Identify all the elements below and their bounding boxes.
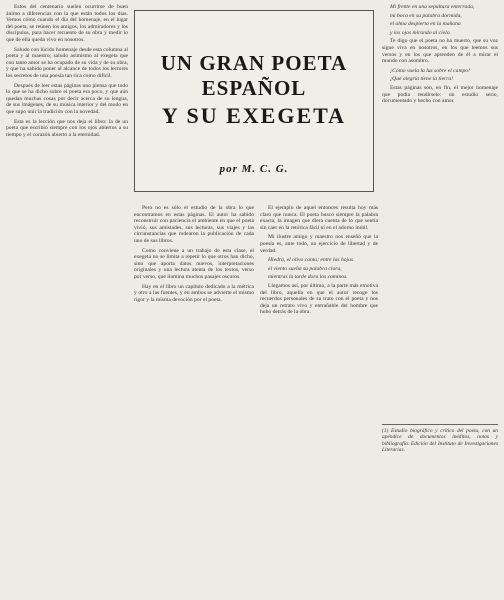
verse-line: mi boca en su palabra dormida, — [390, 12, 462, 19]
paragraph: Estos del centenario suelen ocurrirse de buen ánimo a diferencias con la que están todos los días. Vemos cómo cuando el día del homenaje, en el lugar del poeta, se reúnen los amigos, los admiradores y los discípulos, para hacer recuento de su obra y medir lo que de ella queda vivo en nosotros. — [6, 4, 128, 43]
article-column-3 — [260, 205, 378, 596]
verse-line: el alma despierta en la mañana — [390, 21, 461, 28]
headline-line-1: UN GRAN POETA ESPAÑOL — [160, 51, 348, 100]
paragraph: Como conviene a un trabajo de esta clase, el exegeta no se limita a repetir lo que otros han dicho, sino que aporta datos nuevos, interpretaciones originales y una lectura atenta de los textos, verso por verso, que ilumina muchos pasajes oscuros. — [134, 247, 254, 280]
headline-box — [134, 10, 374, 192]
headline-line-2: Y SU EXEGETA — [161, 103, 347, 128]
verse-line: Hiedra, el olivo canta; entre las hojas — [268, 257, 354, 264]
paragraph: Te digo que el poeta no ha muerto, que su voz sigue viva en nosotros, en los que leemos sus versos y en los que aprenden de él a mirar el mundo con asombro. — [382, 38, 498, 65]
paragraph: El ejemplo de aquel entonces resulta hoy más claro que nunca. El poeta buscó siempre la palabra exacta, la imagen que diera cuenta de lo que sentía sin caer en la retórica fácil ni en el adorno inútil. — [260, 205, 378, 231]
paragraph: Saludo con lúcido homenaje desde esta columna al poeta y al maestro; saludo asimismo al exegeta que con tanto amor se ha ocupado de su vida y de su obra, y que ha sabido poner al alcance de todos los lectores los secretos de una poesía tan rica como difícil. — [6, 46, 128, 79]
footnote: (1) Estudio biográfico y crítico del poeta, con un apéndice de documentos inéditos, notas y bibliografía. Edición del Instituto de Investigaciones Literarias. — [382, 428, 498, 454]
paragraph: Llegamos así, por último, a la parte más emotiva del libro, aquella en que el autor recoge los recuerdos personales de su trato con el poeta y nos deja un retrato vivo y entrañable del hombre que hubo detrás de la obra. — [260, 282, 378, 316]
paragraph: Esta es la lección que nos deja el libro: la de un poeta que escribió siempre con los ojos abiertos a su tiempo y el corazón abierto a la eternidad. — [6, 118, 128, 138]
article-column-1 — [6, 4, 128, 596]
paragraph: Estas páginas son, en fin, el mejor homenaje que podía rendírsele: un estudio serio, documentado y hecho con amor. — [382, 84, 498, 105]
verse-line: el viento sueña su palabra clara, — [268, 265, 342, 272]
paragraph: Pero no es sólo el estudio de la obra lo que encontramos en estas páginas. El autor ha sabido reconstruir con paciencia el ambiente en que el poeta vivió, sus amistades, sus lecturas, sus viajes y las circunstancias que rodearon la publicación de cada uno de sus libros. — [134, 205, 254, 244]
verse-line: y los ojos mirando al cielo. — [390, 29, 451, 36]
verse-line: ¡Cómo vuela la luz sobre el campo! — [390, 67, 470, 74]
footnote-divider — [382, 424, 498, 425]
article-column-4 — [382, 4, 498, 424]
verse-line: mientras la tarde dora los caminos. — [268, 274, 348, 281]
article-column-2 — [134, 205, 254, 596]
paragraph: Después de leer estas páginas uno piensa que todo lo que se ha dicho sobre el poeta era poco, y que aún quedan muchas cosas por decir acerca de su lengua, de sus imágenes, de su música interior y del modo en que supo unir la tradición con la novedad. — [6, 82, 128, 115]
verse-line: ¡Qué alegría tiene la tierra! — [390, 76, 454, 83]
paragraph: Mi ilustre amigo y maestro nos enseñó que la poesía es, ante todo, un ejercicio de libertad y de verdad. — [260, 234, 378, 254]
verse-line: Mi frente en una sepultura enterrada, — [390, 4, 475, 10]
paragraph: Hay en el libro un capítulo dedicado a la métrica y otro a las fuentes, y en ambos se advierte el mismo rigor y la misma devoción por el poeta. — [134, 283, 254, 303]
byline: por M. C. G. — [219, 163, 289, 175]
